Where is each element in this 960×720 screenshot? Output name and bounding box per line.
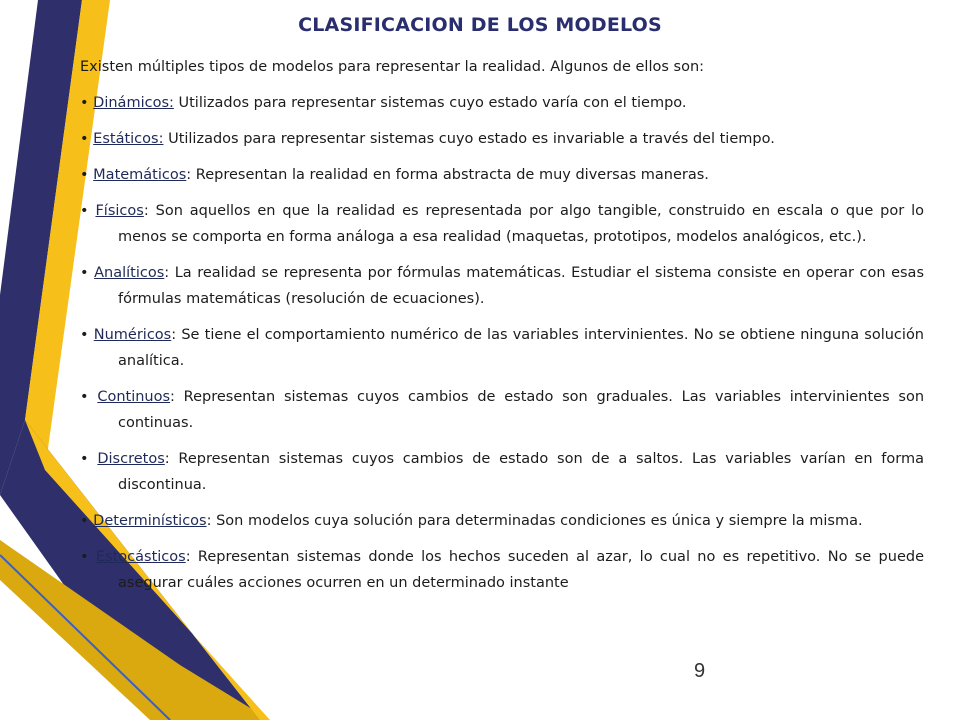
list-item — [80, 198, 924, 250]
list-item — [80, 260, 924, 312]
model-description: : Se tiene el comportamiento numérico de las variables intervinientes. No se obtiene ninguna solución analítica. — [118, 327, 924, 369]
model-description: Utilizados para representar sistemas cuyo estado varía con el tiempo. — [173, 95, 687, 111]
model-term: Discretos — [97, 451, 165, 467]
model-term: Matemáticos — [93, 167, 187, 183]
bullet-icon: • — [80, 131, 89, 147]
slide-title: CLASIFICACION DE LOS MODELOS — [298, 14, 662, 36]
model-term: Determinísticos — [93, 513, 207, 529]
bullet-icon: • — [80, 513, 89, 529]
list-item — [80, 446, 924, 498]
intro-text: Existen múltiples tipos de modelos para representar la realidad. Algunos de ellos son: — [80, 59, 705, 75]
list-item — [80, 384, 924, 436]
list-item — [80, 508, 924, 534]
list-item — [80, 322, 924, 374]
page-number: 9 — [694, 660, 706, 682]
model-term: Continuos — [97, 389, 171, 405]
bullet-icon: • — [80, 265, 89, 281]
model-description: : La realidad se representa por fórmulas matemáticas. Estudiar el sistema consiste en operar con esas fórmulas matemáticas (resolución de ecuaciones). — [118, 265, 924, 307]
model-description: : Representan sistemas donde los hechos suceden al azar, lo cual no es repetitivo. No se puede asegurar cuáles acciones ocurren en un determinado instante — [118, 549, 924, 591]
bullet-icon: • — [80, 549, 89, 565]
list-item — [80, 544, 924, 596]
model-term: Analíticos — [94, 265, 165, 281]
model-term: Físicos — [95, 203, 144, 219]
model-description: : Representan la realidad en forma abstracta de muy diversas maneras. — [186, 167, 709, 183]
list-item — [80, 90, 924, 116]
model-description: : Son aquellos en que la realidad es representada por algo tangible, construido en escala o que por lo menos se comporta en forma análoga a esa realidad (maquetas, prototipos, modelos analógicos, etc.). — [118, 203, 924, 245]
model-description: : Son modelos cuya solución para determinadas condiciones es única y siempre la misma. — [206, 513, 863, 529]
list-item — [80, 162, 924, 188]
bullet-icon: • — [80, 327, 89, 343]
bullet-icon: • — [80, 95, 89, 111]
model-description: : Representan sistemas cuyos cambios de estado son graduales. Las variables intervinientes son continuas. — [118, 389, 925, 431]
list-item — [80, 126, 924, 152]
slide-body — [80, 54, 924, 606]
model-term: Estáticos: — [93, 131, 164, 147]
model-term: Estocásticos — [95, 549, 186, 565]
model-description: Utilizados para representar sistemas cuyo estado es invariable a través del tiempo. — [163, 131, 775, 147]
bullet-icon: • — [80, 389, 89, 405]
model-term: Numéricos — [93, 327, 172, 343]
model-description: : Representan sistemas cuyos cambios de estado son de a saltos. Las variables varían en forma discontinua. — [118, 451, 925, 493]
model-type-list — [80, 90, 924, 596]
bullet-icon: • — [80, 203, 89, 219]
bullet-icon: • — [80, 451, 89, 467]
bullet-icon: • — [80, 167, 89, 183]
model-term: Dinámicos: — [93, 95, 174, 111]
